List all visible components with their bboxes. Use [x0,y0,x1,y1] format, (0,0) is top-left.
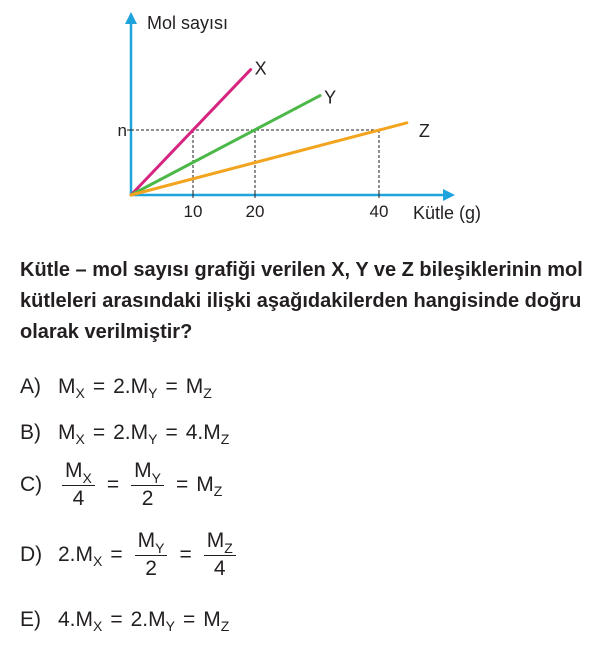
mass-mole-graph [0,0,600,240]
option-e[interactable] [20,607,229,633]
series-label-z: Z [418,120,430,141]
equals-sign: = [165,375,178,398]
subscript: X [93,553,103,569]
y-axis-label: Mol sayısı [147,13,229,33]
equals-sign: = [110,543,123,566]
subscript: Y [148,385,158,401]
tick-label-x-40: 40 [369,202,389,221]
y-axis-arrow [125,12,137,24]
fraction [131,460,164,510]
option-letter: E) [20,608,41,631]
term: 2.M [58,543,94,566]
term: M [203,608,221,631]
x-axis-arrow [443,189,455,201]
series-label-x: X [254,58,267,79]
option-letter: D) [20,543,43,566]
term: M [58,375,76,398]
numerator: $M_Z$ [204,530,236,556]
denominator: 2 [145,557,157,580]
equals-sign: = [92,421,106,444]
chart-labels [118,13,482,223]
fraction [62,460,95,510]
denominator: 4 [213,557,226,580]
denominator: 2 [141,487,154,510]
option-b[interactable] [20,420,229,446]
subscript: Z [220,618,230,634]
fraction [135,530,168,580]
equals-sign: = [110,608,123,631]
series-line-z [131,123,407,195]
subscript: X [75,385,85,401]
equals-sign: = [179,543,192,566]
term: M [196,473,214,496]
equals-sign: = [106,473,120,496]
question-text: Kütle – mol sayısı grafiği verilen X, Y ve Z bileşiklerinin mol kütleleri arasındaki ilişki aşağıdakilerden hangisinde doğru olarak verilmiştir? [20,259,583,343]
option-a[interactable] [20,374,212,400]
option-letter: B) [20,421,41,444]
term: 4.M [185,421,221,444]
series-label-y: Y [324,87,337,108]
equals-sign: = [165,421,178,444]
equals-sign: = [175,473,189,496]
tick-label-y-n: n [117,121,127,140]
term: M [58,421,76,444]
tick-label-x-20: 20 [245,202,265,221]
option-letter: C) [20,473,43,496]
series-lines [131,70,407,195]
series-line-x [131,70,251,195]
numerator: $M_Y$ [135,530,168,556]
denominator: 4 [72,487,85,510]
term: 4.M [58,608,94,631]
numerator: $M_X$ [62,460,95,486]
tick-label-x-10: 10 [183,202,203,221]
option-letter: A) [20,375,41,398]
equals-sign: = [182,608,196,631]
option-d[interactable] [20,530,240,580]
term: M [185,375,204,398]
subscript: Z [220,431,230,447]
term: 2.M [113,421,149,444]
subscript: Z [203,385,212,401]
x-axis-label: Kütle (g) [413,203,482,223]
numerator: $M_Y$ [131,460,164,486]
option-c[interactable] [20,460,222,510]
subscript: X [93,618,103,634]
series-line-y [131,96,320,195]
subscript: Z [213,483,223,499]
subscript: Y [148,431,158,447]
equals-sign: = [92,375,106,398]
subscript: X [75,431,85,447]
fraction [204,530,236,580]
subscript: Y [165,618,175,634]
term: 2.M [130,608,166,631]
term: 2.M [113,375,149,398]
